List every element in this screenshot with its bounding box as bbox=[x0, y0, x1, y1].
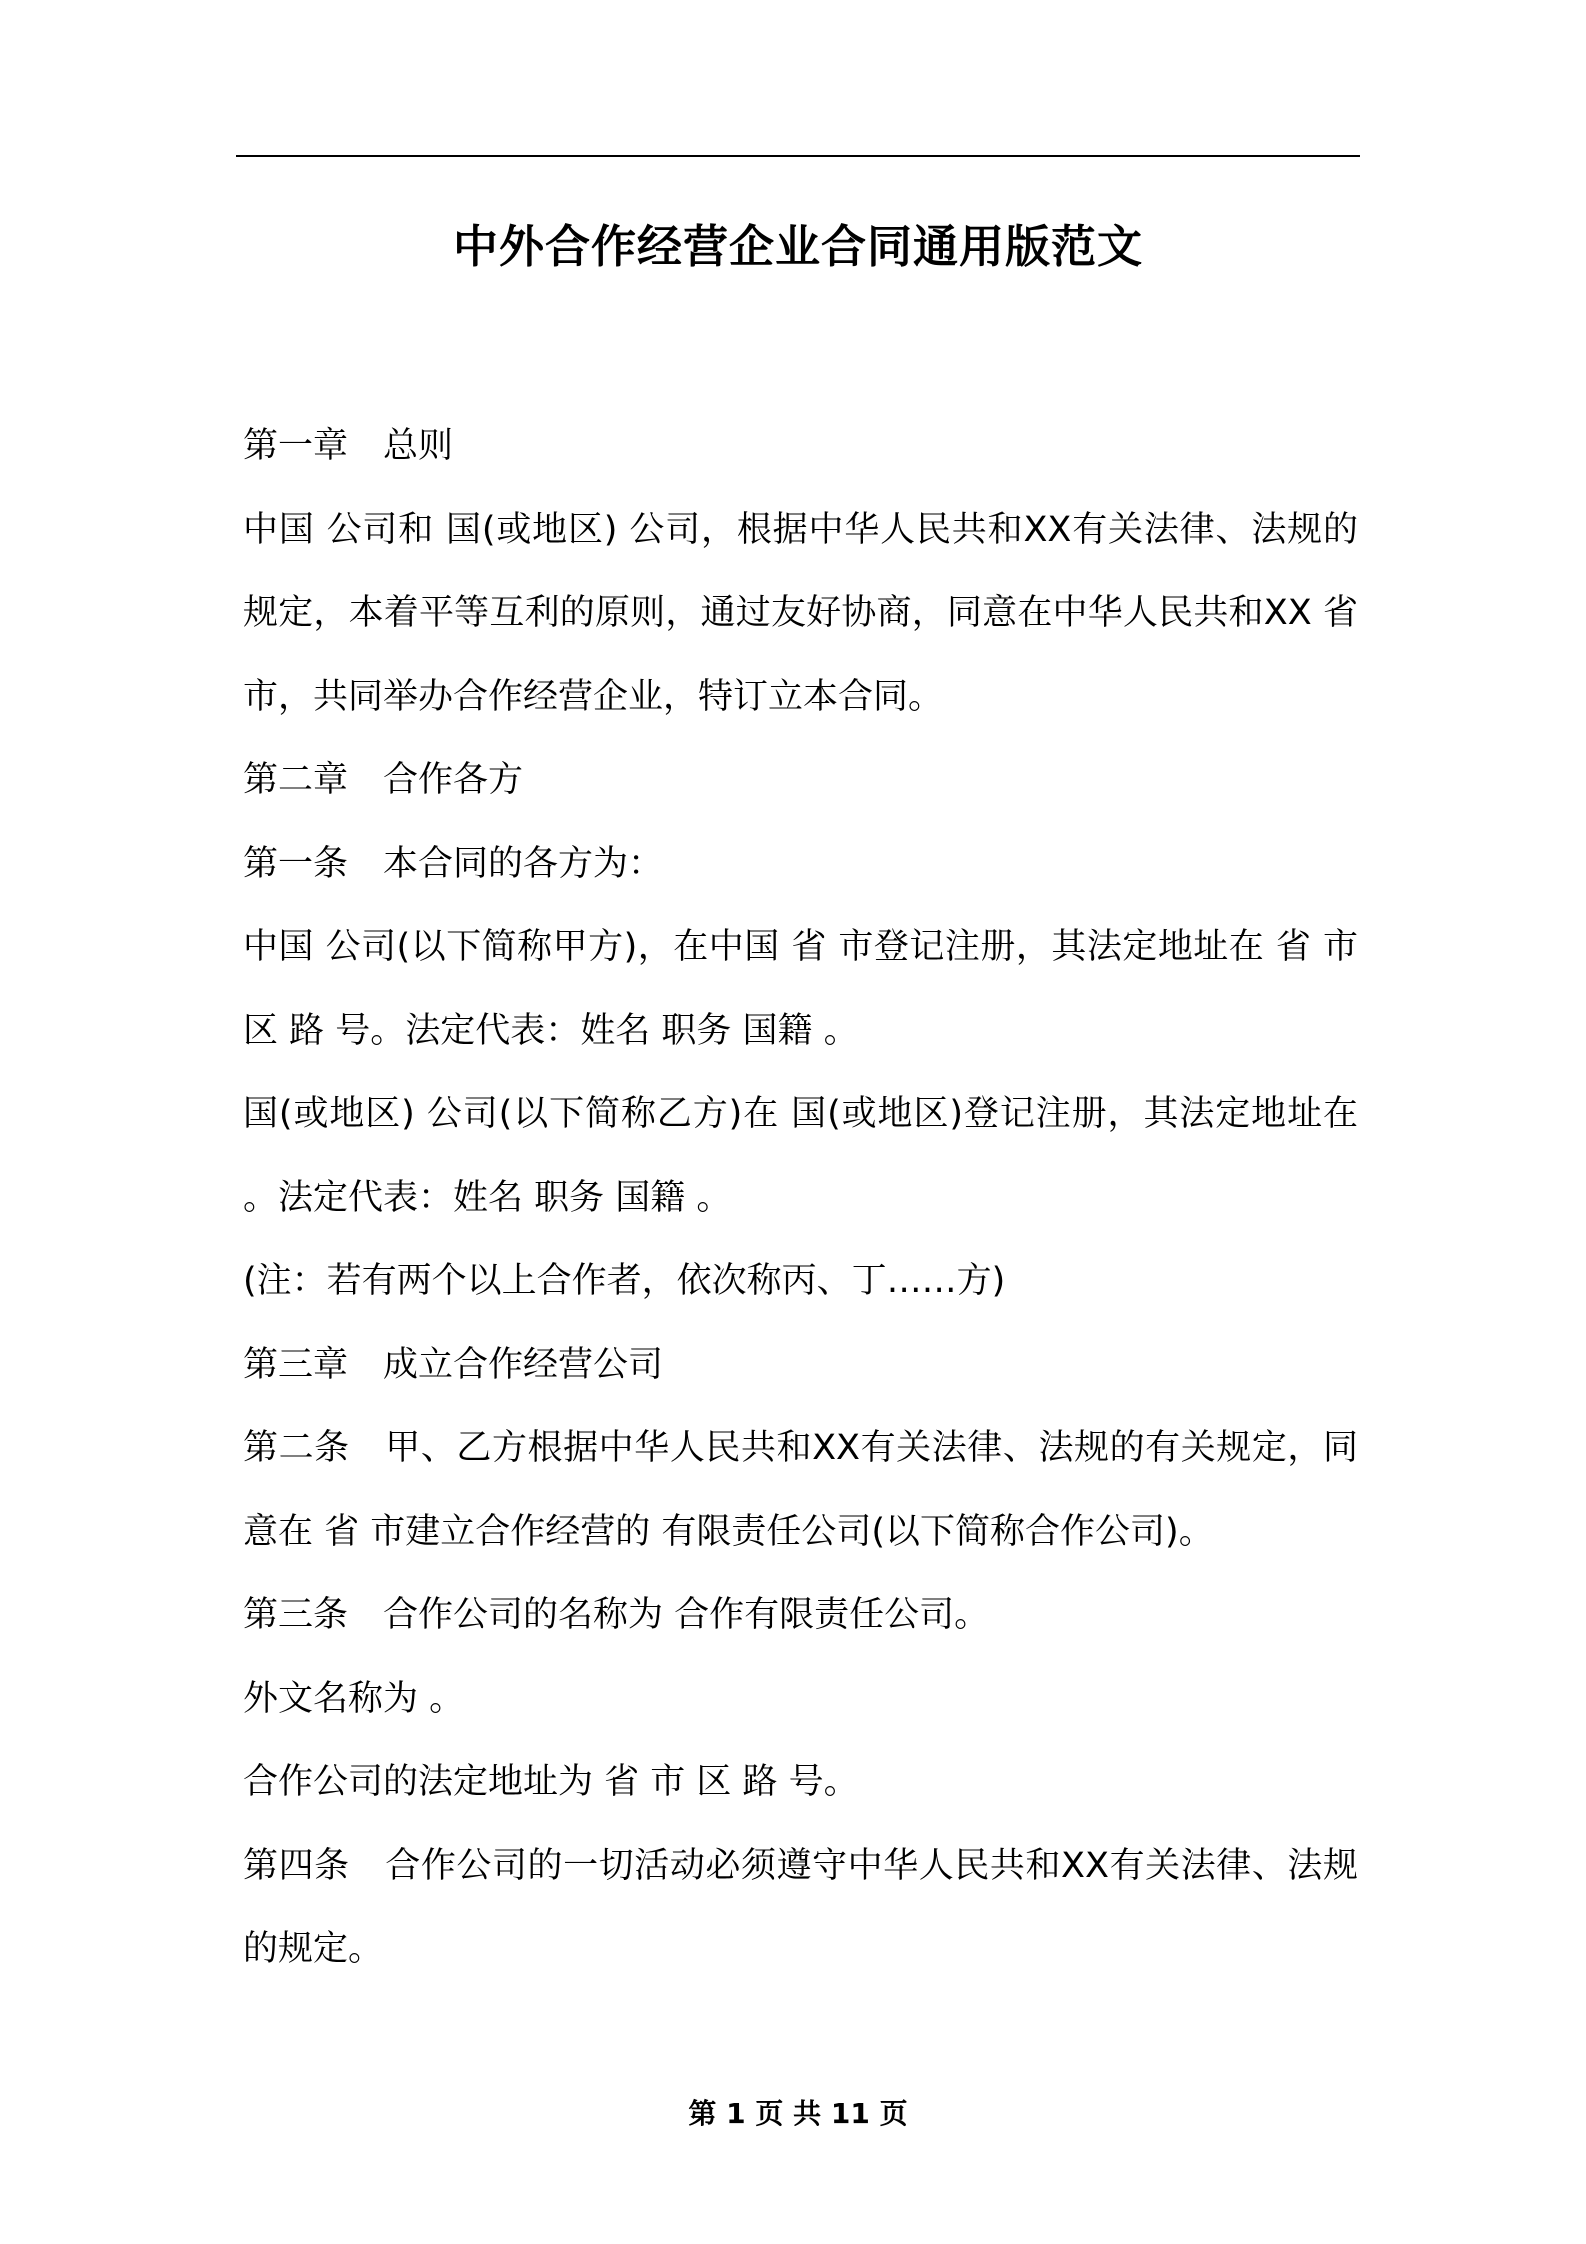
article-1: 第一条 本合同的各方为： bbox=[243, 843, 664, 884]
article-4: 第四条 合作公司的一切活动必须遵守中华人民共和XX有关法律、法规的规定。 bbox=[243, 1845, 1358, 1969]
foreign-name-paragraph: 外文名称为 。 bbox=[243, 1678, 465, 1719]
legal-address-paragraph: 合作公司的法定地址为 省 市 区 路 号。 bbox=[243, 1762, 859, 1802]
note-paragraph: (注：若有两个以上合作者，依次称丙、丁……方) bbox=[243, 1261, 1006, 1301]
document-title: 中外合作经营企业合同通用版范文 bbox=[452, 220, 1143, 273]
chapter-heading-3: 第三章 成立合作经营公司 bbox=[243, 1344, 664, 1385]
article-3: 第三条 合作公司的名称为 合作有限责任公司。 bbox=[243, 1595, 990, 1635]
document-body bbox=[243, 405, 1370, 1992]
party-a-paragraph: 中国 公司(以下简称甲方)，在中国 省 市登记注册，其法定地址在 省 市 区 路 号。法定代表：姓名 职务 国籍 。 bbox=[243, 927, 1370, 1051]
preamble-paragraph: 中国 公司和 国(或地区) 公司，根据中华人民共和XX有关法律、法规的规定，本着平等互利的原则，通过友好协商，同意在中华人民共和XX 省 市，共同举办合作经营企业，特订立本合同。 bbox=[243, 509, 1370, 717]
header-rule bbox=[236, 155, 1360, 157]
chapter-heading-1: 第一章 总则 bbox=[243, 426, 454, 466]
page-footer: 第 1 页 共 11 页 bbox=[688, 2097, 908, 2130]
chapter-heading-2: 第二章 合作各方 bbox=[243, 760, 524, 800]
party-b-paragraph: 国(或地区) 公司(以下简称乙方)在 国(或地区)登记注册，其法定地址在 。法定代表：姓名 职务 国籍 。 bbox=[243, 1094, 1370, 1218]
article-2: 第二条 甲、乙方根据中华人民共和XX有关法律、法规的有关规定，同意在 省 市建立合作经营的 有限责任公司(以下简称合作公司)。 bbox=[243, 1428, 1358, 1552]
